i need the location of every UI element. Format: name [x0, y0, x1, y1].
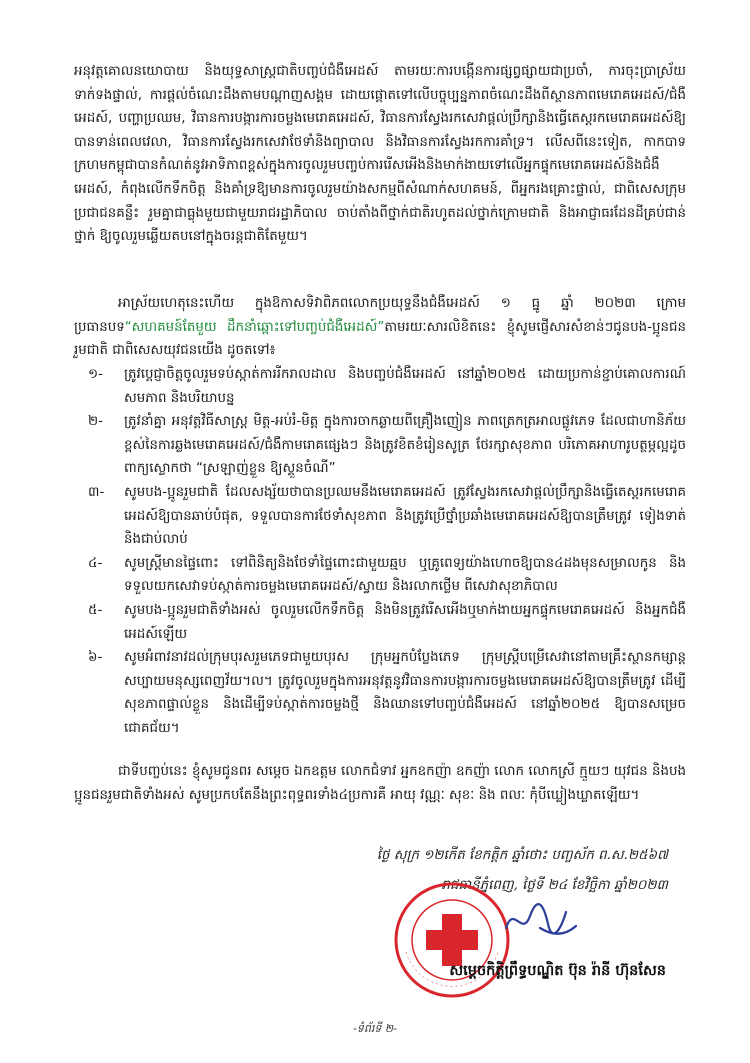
list-item — [74, 363, 686, 410]
paragraph-2-intro: អាស្រ័យហេតុនេះហើយ ក្នុងឱកាសទិវាពិភពលោកប្រយុទ្ធនឹងជំងឺអេដស៍ ១ ធ្នូ ឆ្នាំ ២០២៣ ក្រោមប្រធានបទ — [74, 296, 686, 335]
list-item — [74, 481, 686, 552]
list-text: ត្រូវប្តេជ្ញាចិត្តចូលរួមទប់ស្កាត់ការរីករាលដាល និងបញ្ចប់ជំងឺអេដស៍ នៅឆ្នាំ២០២៥ ដោយប្រកាន់ខ្ជាប់គោលការណ៍សមភាព និងបរិយាបន្ន — [124, 367, 686, 406]
list-number: ៥- — [88, 602, 103, 618]
list-text: សូមបង-ប្អូនរួមជាតិទាំងអស់ ចូលរួមលើកទឹកចិត្ត និងមិនត្រូវរើសអើងឬមាក់ងាយអ្នកផ្ទុកមេរោគអេដស៍ និងអ្នកជំងឺអេដស៍ឡើយ — [124, 602, 686, 642]
list-number: ៤- — [88, 555, 103, 571]
list-item — [74, 599, 686, 646]
list-item — [74, 646, 686, 740]
signer-name: សម្តេចកិត្តិព្រឹទ្ធបណ្ឌិត ប៊ុន រ៉ានី ហ៊ុនសែន — [449, 963, 666, 979]
paragraph-2-outro: តាមរយៈសារលិខិតនេះ ខ្ញុំសូមផ្ញើសារសំខាន់ៗជូនបង-ប្អូនជនរួមជាតិ ជាពិសេសយុវជនយើង ដូចតទៅ៖ — [74, 319, 686, 359]
list-number: ៦- — [88, 650, 103, 666]
theme-title: “សហគមន៍តែមួយ ដឹកនាំឆ្ពោះទៅបញ្ចប់ជំងឺអេដស៍” — [124, 319, 385, 335]
list-text: សូមអំពាវនាវដល់ក្រុមបុរសរួមភេទជាមួយបុរស ក្រុមអ្នកបំប្លែងភេទ ក្រុមស្ត្រីបម្រើសេវានៅតាមគ្រឹះស្ថានកម្សាន្តសប្បាយមនុស្សពេញវ័យ។ល។ ត្រូវចូលរួមក្នុងការអនុវត្តនូវវិធានការបង្ការការចម្លងមេរោគអេដស៍ឱ្យបានត្រឹមត្រូវ ដើម្បីសុខភាពផ្ទាល់ខ្លួន និងដើម្បីទប់ស្កាត់ការចម្លងថ្មី និងឈានទៅបញ្ចប់ជំងឺអេដស៍ នៅឆ្នាំ២០២៥ ឱ្យបានសម្រេចជោគជ័យ។ — [124, 650, 686, 736]
paragraph-2 — [74, 292, 686, 363]
signature-icon — [500, 898, 580, 948]
list-item — [74, 552, 686, 599]
list-text: សូមបង-ប្អូនរួមជាតិ ដែលសង្ស័យថាបានប្រឈមនឹងមេរោគអេដស៍ ត្រូវស្វែងរកសេវាផ្តល់ប្រឹក្សានិងធ្វើតេស្តរកមេរោគអេដស៍ឱ្យបានឆាប់បំផុត, ទទួលបានការថែទាំសុខភាព និងត្រូវប្រើថ្នាំប្រឆាំងមេរោគអេដស៍ឱ្យបានត្រឹមត្រូវ ទៀងទាត់ និងជាប់លាប់ — [124, 484, 686, 548]
solar-date: រាជធានីភ្នំពេញ, ថ្ងៃទី ២៤ ខែវិច្ឆិកា ឆ្នាំ២០២៣ — [441, 878, 668, 893]
list-item — [74, 410, 686, 481]
message-list — [74, 363, 686, 741]
page-number: -ទំព័រទី ២- — [352, 1022, 398, 1035]
paragraph-1: អនុវត្តគោលនយោបាយ និងយុទ្ធសាស្ត្រជាតិបញ្ចប់ជំងឺអេដស៍ តាមរយៈការបង្កើនការផ្សព្វផ្សាយជាប្រចាំ, ការចុះប្រាស្រ័យទាក់ទងផ្ទាល់, ការផ្តល់ចំណេះដឹងតាមបណ្តាញសង្គម ដោយផ្តោតទៅលើបច្ចុប្បន្នភាពចំណេះដឹងពីស្ថានភាពមេរោគអេដស៍/ជំងឺអេដស៍, បញ្ហាប្រឈម, វិធានការបង្ការការចម្លងមេរោគអេដស៍, វិធានការស្វែងរកសេវាផ្តល់ប្រឹក្សានិងធ្វើតេស្តរកមេរោគអេដស៍ឱ្យបានទាន់ពេលវេលា, វិធានការស្វែងរកសេវាថែទាំនិងព្យាបាល និងវិធានការស្វែងរកការគាំទ្រ។ លើសពីនេះទៀត, កាកបាទក្រហមកម្ពុជាបានកំណត់នូវអាទិភាពខ្ពស់ក្នុងការចូលរួមបញ្ចប់ការរើសអើងនិងមាក់ងាយទៅលើអ្នកផ្ទុកមេរោគអេដស៍និងជំងឺអេដស៍, កំពុងលើកទឹកចិត្ត និងគាំទ្រឱ្យមានការចូលរួមយ៉ាងសកម្មពីសំណាក់សហគមន៍, ពីអ្នករងគ្រោះផ្ទាល់, ជាពិសេសក្រុមប្រជាជនគន្លឹះ រួមគ្នាជាធ្លុងមួយជាមួយរាជរដ្ឋាភិបាល ចាប់តាំងពីថ្នាក់ជាតិរហូតដល់ថ្នាក់ក្រោមជាតិ និងអាជ្ញាធរដែនដីគ្រប់ជាន់ថ្នាក់ ឱ្យចូលរួមឆ្លើយតបនៅក្នុងចរន្តជាតិតែមួយ។ — [74, 64, 686, 245]
list-number: ៣- — [88, 484, 105, 500]
list-text: សូមស្ត្រីមានផ្ទៃពោះ ទៅពិនិត្យនិងថែទាំផ្ទៃពោះជាមួយឆ្មប ឬគ្រូពេទ្យយ៉ាងហោចឱ្យបាន៤ដងមុនសម្រាលកូន និងទទួលយកសេវាទប់ស្កាត់ការចម្លងមេរោគអេដស៍/ស្វាយ និងរលាកថ្លើម ពីសេវាសុខាភិបាល — [124, 555, 686, 595]
paragraph-3: ជាទីបញ្ចប់នេះ ខ្ញុំសូមជូនពរ សម្តេច ឯកឧត្តម លោកជំទាវ អ្នកឧកញ៉ា ឧកញ៉ា លោក លោកស្រី ក្មួយៗ យុវជន និងបងប្អូនជនរួមជាតិទាំងអស់ សូមប្រកបតែនឹងព្រះពុទ្ធពរទាំង៤ប្រការគឺ អាយុ វណ្ណៈ សុខៈ និង ពលៈ កុំបីឃ្លៀងឃ្លាតឡើយ។ — [74, 764, 686, 803]
list-text: ត្រូវនាំគ្នា អនុវត្តវិធីសាស្ត្រ មិត្ត-អប់រំ-មិត្ត ក្នុងការចាកឆ្ងាយពីគ្រឿងញៀន ភាពត្រេកត្រអាលផ្លូវភេទ ដែលជាហានិភ័យខ្ពស់នៃការឆ្លងមេរោគអេដស៍/ជំងឺកាមរោគផ្សេងៗ និងត្រូវខិតខំរៀនសូត្រ ថែរក្សាសុខភាព បរិភោគអាហារូបត្ថម្ភល្អដូចពាក្យស្លោកថា “ស្រឡាញ់ខ្លួន ឱ្យស្គួនចំណី” — [124, 414, 686, 477]
list-number: ២- — [88, 414, 103, 430]
list-number: ១- — [88, 367, 103, 382]
lunar-date: ថ្ងៃ សុក្រ ១២កើត ខែកត្តិក ឆ្នាំថោះ បញ្ចស័ក ព.ស.២៥៦៧ — [376, 848, 668, 863]
